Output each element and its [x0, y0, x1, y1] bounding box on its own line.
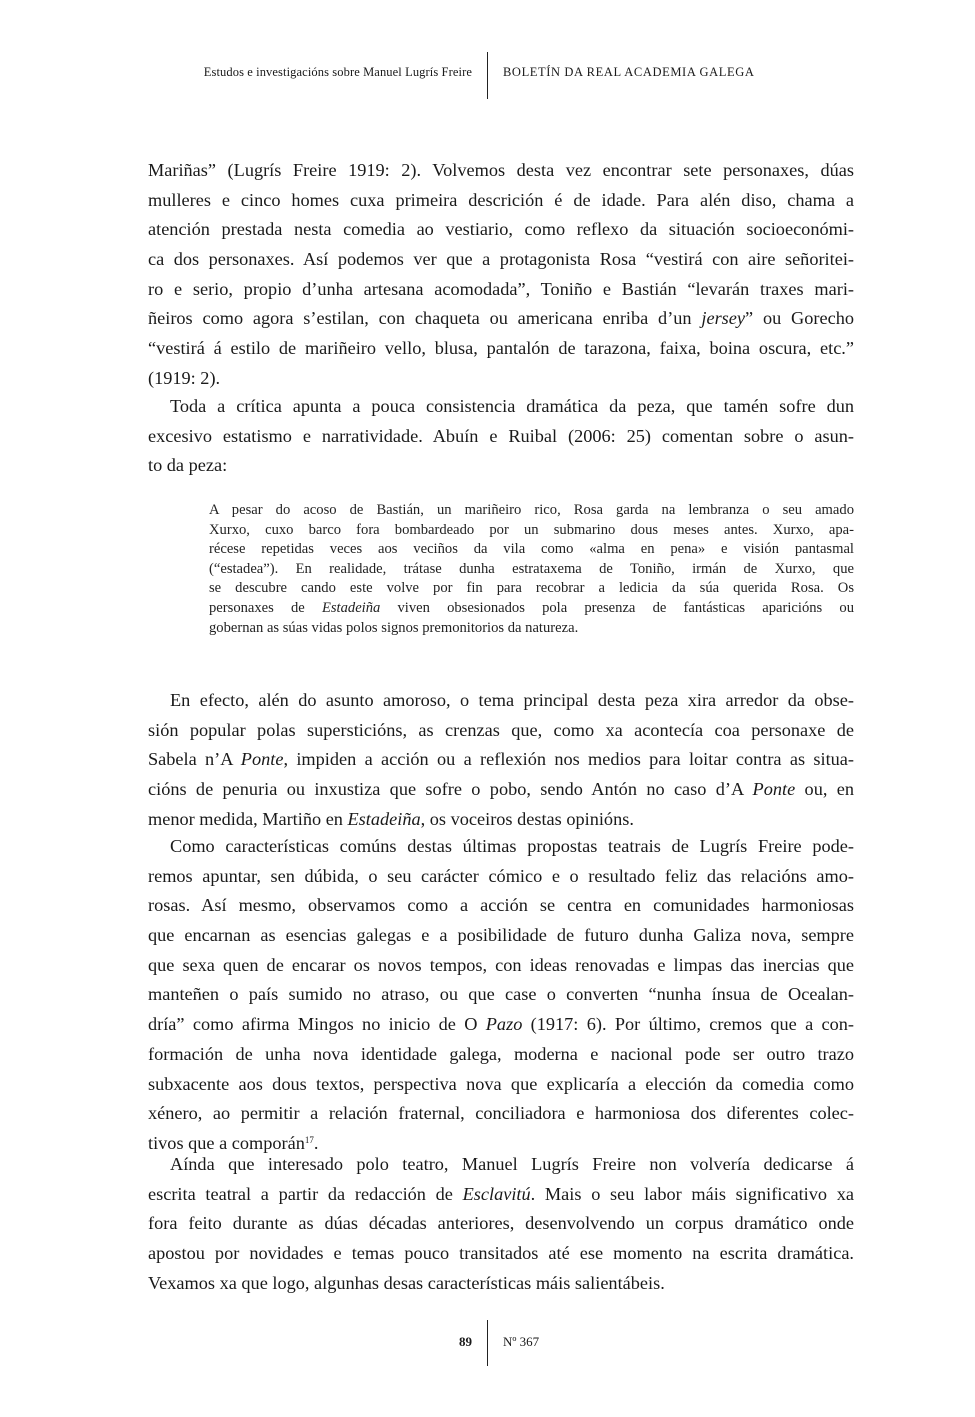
- header-article-title: Estudos e investigacións sobre Manuel Lugrís Freire: [203, 65, 472, 79]
- paragraph: [148, 1150, 854, 1298]
- paragraph: [148, 832, 854, 1159]
- text-line: “vestirá á estilo de mariñeiro vello, blusa, pantalón de tarazona, faixa, boina oscura, etc.”: [148, 338, 854, 359]
- quote-line: se descubre cando este volve por fin para recobrar a ledicia da súa querida Rosa. Os: [209, 580, 854, 597]
- text-line: manteñen o país sumido no atraso, ou que case o converten “nunha ínsua de Ocealan-: [148, 984, 854, 1005]
- quote-line: gobernan as súas vidas polos signos premonitorios da natureza.: [209, 619, 579, 636]
- quote-line: récese repetidas veces aos veciños da vila como «alma en pena» e visión pantasmal: [209, 541, 854, 558]
- text-line: que encarnan as esencias galegas e a posibilidade de futuro dunha Galiza nova, sempre: [148, 925, 854, 946]
- quote-line: personaxes de Estadeiña viven obsesionados pola presenza de fantásticas aparicións ou: [209, 599, 854, 616]
- footer-divider: [487, 1320, 488, 1366]
- text-line: mulleres e cinco homes cuxa primeira descrición é de idade. Para alén diso, chama a: [148, 189, 854, 210]
- text-line: ñeiros como agora s’estilan, con chaqueta ou americana enriba d’un jersey” ou Gorecho: [148, 308, 854, 329]
- quote-line: A pesar do acoso de Bastián, un mariñeiro rico, Rosa garda na lembranza o seu amado: [209, 502, 854, 518]
- text-line: apostou por novidades e temas pouco transitados até ese momento na escrita dramática.: [148, 1243, 854, 1264]
- text-line: atención prestada nesta comedia ao vestiario, como reflexo da situación socioeconómi-: [148, 219, 854, 240]
- text-line: escrita teatral a partir da redacción de Esclavitú. Mais o seu labor máis significativo xa: [148, 1183, 854, 1204]
- text-line: (1919: 2).: [148, 367, 221, 388]
- text-line: que sexa quen de encarar os novos tempos, con ideas renovadas e limpas das inercias que: [148, 954, 854, 975]
- paragraph: [148, 156, 854, 394]
- running-header: [0, 52, 975, 100]
- text-line: ca dos personaxes. Así podemos ver que a protagonista Rosa “vestirá con aire señoritei-: [148, 249, 854, 270]
- text-line: dría” como afirma Mingos no inicio de O Pazo (1917: 6). Por último, cremos que a con-: [148, 1014, 854, 1035]
- header-journal-title: BOLETÍN DA REAL ACADEMIA GALEGA: [503, 65, 755, 79]
- text-line: Vexamos xa que logo, algunhas desas características máis salientábeis.: [148, 1272, 665, 1293]
- text-line: ro e serio, propio d’unha artesana acomodada”, Toniño e Bastián “levarán traxes mari-: [148, 278, 854, 299]
- text-line: rosas. Así mesmo, observamos como a acción se centra en comunidades harmoniosas: [148, 895, 854, 916]
- text-line: Aínda que interesado polo teatro, Manuel Lugrís Freire non volvería dedicarse á: [170, 1154, 854, 1174]
- quote-line: Xurxo, cuxo barco fora bombardeado por un submarino dous meses antes. Xurxo, apa-: [209, 521, 854, 538]
- quote-line: (“estadea”). En realidade, trátase dunha estrataxema de Toniño, irmán de Xurxo, que: [209, 560, 854, 577]
- paragraph: [148, 392, 854, 481]
- text-line: cións de penuria ou inxustiza que sofre o pobo, sendo Antón no caso d’A Ponte ou, en: [148, 779, 855, 800]
- issue-number: Nº 367: [503, 1334, 540, 1349]
- text-line: excesivo estatismo e narratividade. Abuín e Ruibal (2006: 25) comentan sobre o asun-: [148, 425, 854, 446]
- text-line: remos apuntar, sen dúbida, o seu carácter cómico e o resultado feliz das relacións amo-: [148, 865, 854, 886]
- running-footer: [0, 1320, 975, 1368]
- text-line: En efecto, alén do asunto amoroso, o tema principal desta peza xira arredor da obse-: [170, 690, 854, 710]
- text-line: fora feito durante as dúas décadas anteriores, desenvolvendo un corpus dramático onde: [148, 1213, 854, 1234]
- text-line: formación de unha nova identidade galega, moderna e nacional pode ser outro trazo: [148, 1043, 854, 1064]
- blockquote: [209, 501, 854, 638]
- text-line: xénero, ao permitir a relación fraternal, conciliadora e harmoniosa dos diferentes colec-: [148, 1103, 854, 1124]
- header-divider: [487, 52, 488, 99]
- text-line: tivos que a comporán$^{17}$.: [148, 1132, 319, 1153]
- text-line: subxacente aos dous textos, perspectiva nova que explicaría a elección da comedia como: [148, 1073, 854, 1094]
- text-line: sión popular polas supersticións, as crenzas que, como xa acontecía coa personaxe de: [148, 719, 854, 740]
- text-line: Toda a crítica apunta a pouca consistencia dramática da peza, que tamén sofre dun: [170, 396, 854, 416]
- text-line: Como características comúns destas últimas propostas teatrais de Lugrís Freire pode-: [170, 836, 854, 856]
- paragraph: [148, 686, 854, 834]
- text-line: Sabela n’A Ponte, impiden a acción ou a reflexión nos medios para loitar contra as situa-: [148, 749, 855, 770]
- page-number: 89: [459, 1334, 472, 1349]
- text-line: Mariñas” (Lugrís Freire 1919: 2). Volvemos desta vez encontrar sete personaxes, dúas: [148, 160, 854, 180]
- text-line: menor medida, Martiño en Estadeiña, os voceiros destas opinións.: [148, 808, 634, 829]
- text-line: to da peza:: [148, 455, 228, 476]
